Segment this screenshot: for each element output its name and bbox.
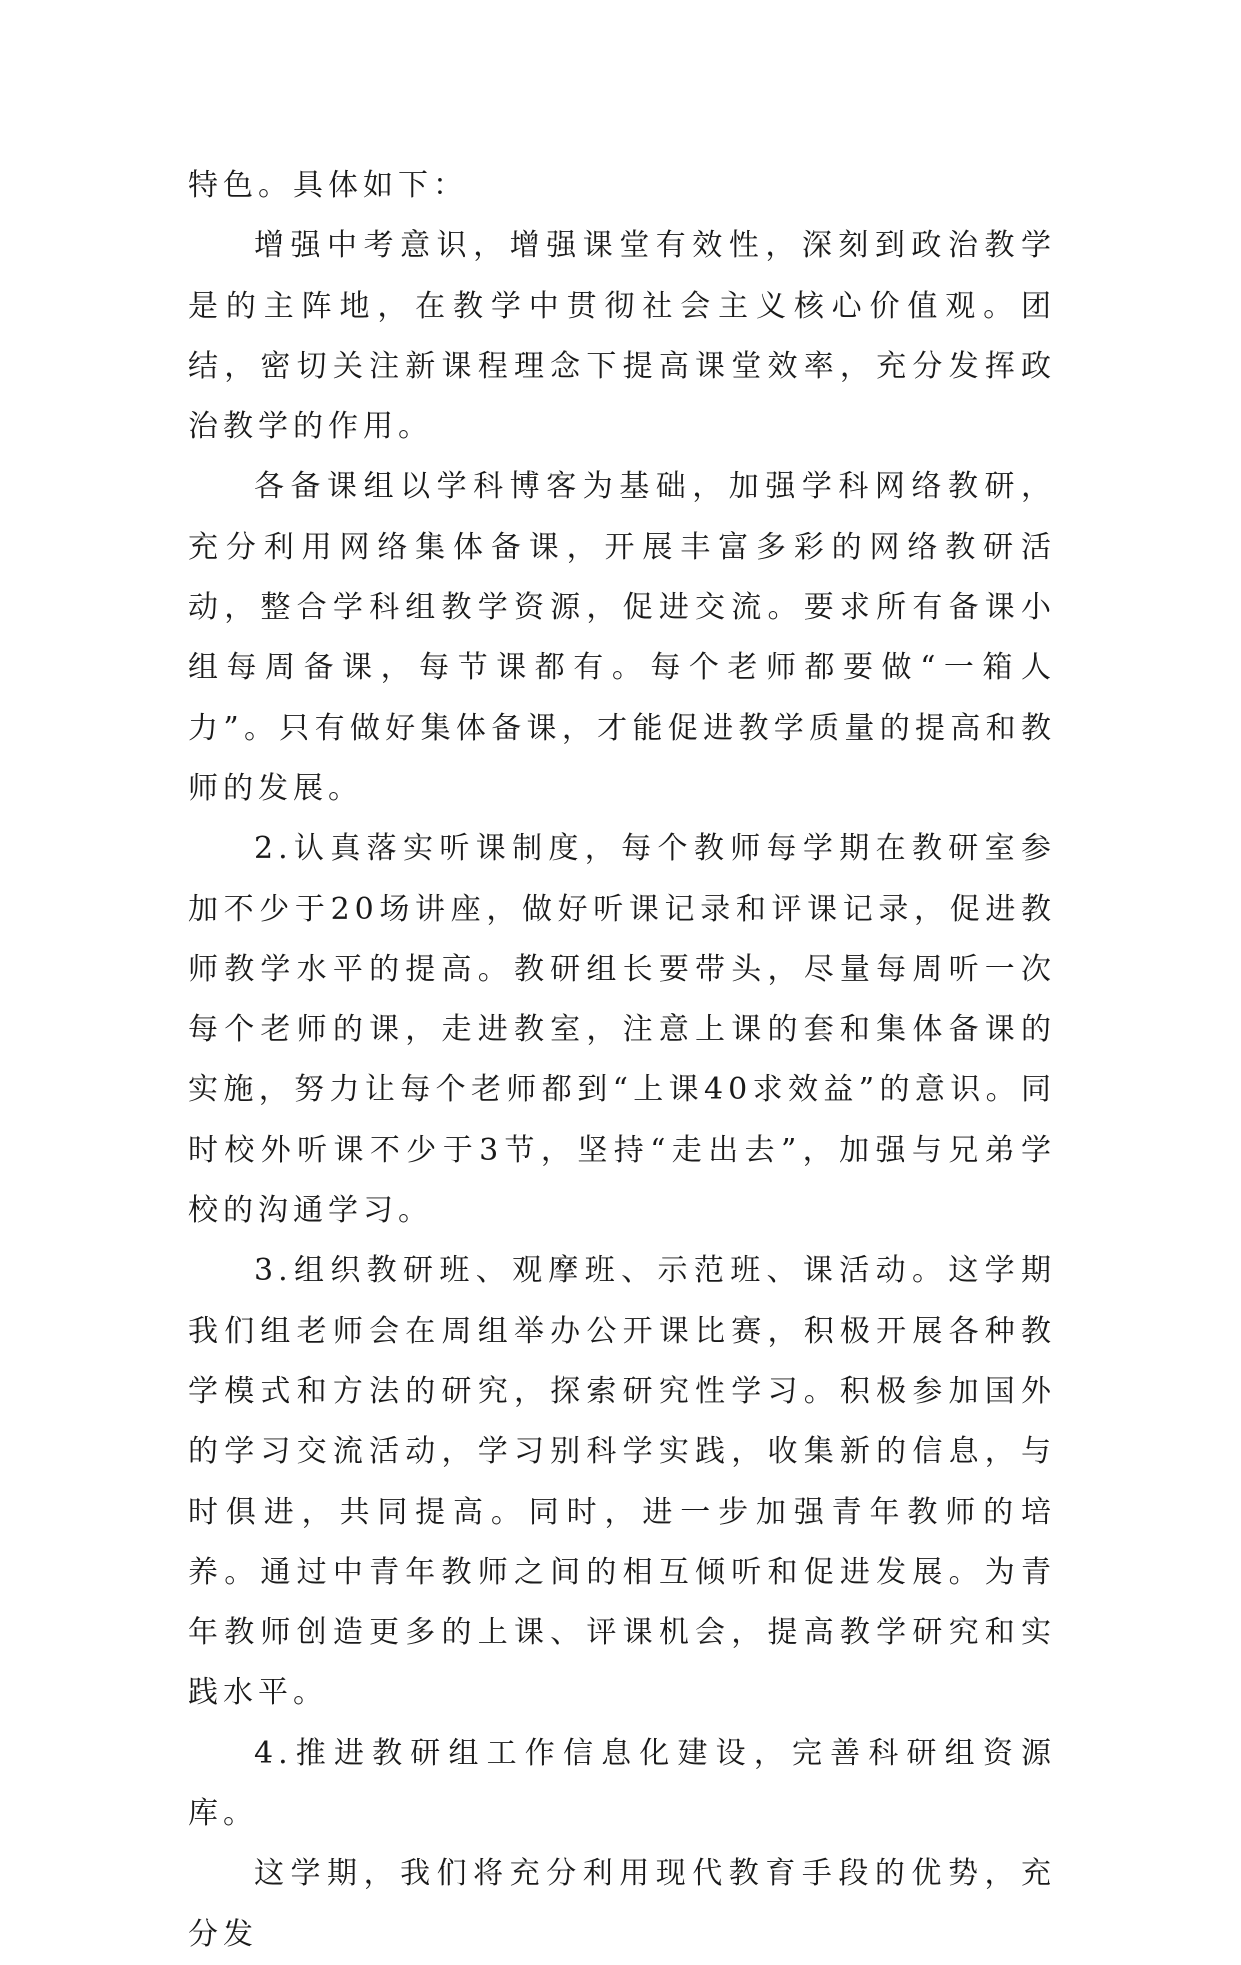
paragraph-continuation: 特色。具体如下： [188,168,468,203]
paragraph-item-4: 4.推进教研组工作信息化建设，完善科研组资源库。 [188,1735,1056,1832]
paragraph-exam-awareness: 增强中考意识，增强课堂有效性，深刻到政治教学是的主阵地，在教学中贯彻社会主义核心价值观。团结，密切关注新课程理念下提高课堂效率，充分发挥政治教学的作用。 [188,228,1056,445]
paragraph-item-2: 2.认真落实听课制度，每个教师每学期在教研室参加不少于20场讲座，做好听课记录和评课记录，促进教师教学水平的提高。教研组长要带头，尽量每周听一次每个老师的课，走进教室，注意上课的套和集体备课的实施，努力让每个老师都到“上课40求效益”的意识。同时校外听课不少于3节，坚持“走出去”，加强与兄弟学校的沟通学习。 [188,831,1056,1229]
paragraph-this-semester: 这学期，我们将充分利用现代教育手段的优势，充分发 [188,1856,1056,1952]
document-body [188,156,1056,1965]
paragraph-lesson-groups: 各备课组以学科博客为基础，加强学科网络教研，充分利用网络集体备课，开展丰富多彩的网络教研活动，整合学科组教学资源，促进交流。要求所有备课小组每周备课，每节课都有。每个老师都要做“一箱人力”。只有做好集体备课，才能促进教学质量的提高和教师的发展。 [188,469,1056,806]
paragraph-item-3: 3.组织教研班、观摩班、示范班、课活动。这学期我们组老师会在周组举办公开课比赛，积极开展各种教学模式和方法的研究，探索研究性学习。积极参加国外的学习交流活动，学习别科学实践，收集新的信息，与时俱进，共同提高。同时，进一步加强青年教师的培养。通过中青年教师之间的相互倾听和促进发展。为青年教师创造更多的上课、评课机会，提高教学研究和实践水平。 [188,1253,1056,1711]
